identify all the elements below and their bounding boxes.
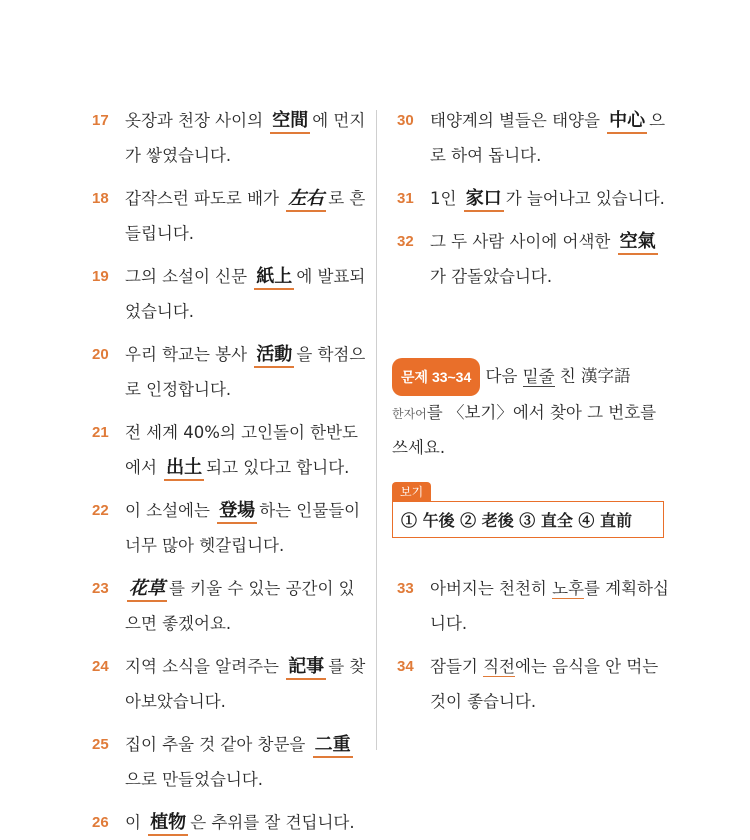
underlined-word: 노후 bbox=[552, 579, 584, 598]
question-number: 26 bbox=[92, 814, 109, 831]
question-text: 집이 추울 것 같아 창문을 bbox=[125, 735, 311, 754]
hanja-word: 左右 bbox=[286, 188, 326, 212]
question-text: 갑작스런 파도로 배가 bbox=[125, 189, 285, 208]
question-text: 1인 bbox=[430, 189, 462, 208]
question-number: 32 bbox=[397, 233, 414, 250]
question-text: 옷장과 천장 사이의 bbox=[125, 111, 269, 130]
question-number: 24 bbox=[92, 658, 109, 675]
hanja-word: 植物 bbox=[148, 812, 188, 836]
question-17 bbox=[92, 103, 368, 173]
question-number: 17 bbox=[92, 112, 109, 129]
question-number: 23 bbox=[92, 580, 109, 597]
question-34 bbox=[397, 649, 672, 719]
instruction-text: 친 bbox=[554, 366, 581, 386]
question-text: 에 발표되었습니다. bbox=[125, 267, 366, 321]
hanja-word: 家口 bbox=[464, 188, 504, 212]
question-number: 30 bbox=[397, 112, 414, 129]
question-text: 하는 인물들이 너무 많아 헷갈립니다. bbox=[125, 501, 361, 555]
section-badge: 문제 33~34 bbox=[392, 358, 480, 396]
question-group-33-34 bbox=[397, 571, 672, 727]
hanja-word: 空氣 bbox=[618, 231, 658, 255]
question-number: 33 bbox=[397, 580, 414, 597]
question-text: 를 키울 수 있는 공간이 있으면 좋겠어요. bbox=[125, 579, 355, 633]
question-text: 아버지는 천천히 bbox=[430, 579, 553, 598]
question-text: 가 늘어나고 있습니다. bbox=[505, 189, 665, 208]
question-26 bbox=[92, 805, 368, 833]
question-text: 은 추위를 잘 견딥니다. bbox=[190, 813, 355, 832]
instruction-reading: 한자어 bbox=[392, 407, 427, 421]
question-20 bbox=[92, 337, 368, 407]
question-18 bbox=[92, 181, 368, 251]
question-number: 19 bbox=[92, 268, 109, 285]
instruction-hanja: 漢字語 bbox=[580, 366, 631, 386]
question-text: 를 찾아보았습니다. bbox=[125, 657, 366, 711]
question-23 bbox=[92, 571, 368, 641]
question-21 bbox=[92, 415, 368, 485]
example-box bbox=[392, 481, 664, 538]
question-text: 에는 음식을 안 먹는 것이 좋습니다. bbox=[430, 657, 659, 711]
hanja-word: 出土 bbox=[164, 457, 204, 481]
question-text: 으로 하여 돕니다. bbox=[430, 111, 666, 165]
question-number: 22 bbox=[92, 502, 109, 519]
question-19 bbox=[92, 259, 368, 329]
hanja-word: 空間 bbox=[270, 110, 310, 134]
question-25 bbox=[92, 727, 368, 797]
hanja-word: 活動 bbox=[254, 344, 294, 368]
hanja-word: 花草 bbox=[127, 578, 167, 602]
question-text: 그의 소설이 신문 bbox=[125, 267, 253, 286]
hanja-word: 紙上 bbox=[254, 266, 294, 290]
underlined-word: 직전 bbox=[483, 657, 515, 676]
question-24 bbox=[92, 649, 368, 719]
question-number: 31 bbox=[397, 190, 414, 207]
question-text: 로 흔들립니다. bbox=[125, 189, 366, 243]
question-text: 이 bbox=[125, 813, 147, 832]
hanja-word: 中心 bbox=[607, 110, 647, 134]
instruction-underlined-word: 밑줄 bbox=[522, 366, 555, 386]
section-instructions bbox=[392, 358, 672, 465]
question-text: 를 계획하십니다. bbox=[430, 579, 669, 633]
question-31 bbox=[397, 181, 669, 216]
instruction-text: 를 〈보기〉에서 찾아 그 번호를 쓰세요. bbox=[392, 403, 657, 457]
hanja-word: 二重 bbox=[313, 734, 353, 758]
question-text: 전 세계 40%의 고인돌이 한반도에서 bbox=[125, 423, 358, 477]
hanja-word: 記事 bbox=[286, 656, 326, 680]
instruction-text: 다음 bbox=[480, 366, 523, 386]
left-column bbox=[92, 103, 368, 833]
hanja-word: 登場 bbox=[217, 500, 257, 524]
question-number: 25 bbox=[92, 736, 109, 753]
question-text: 태양계의 별들은 태양을 bbox=[430, 111, 606, 130]
question-22 bbox=[92, 493, 368, 563]
question-text: 그 두 사람 사이에 어색한 bbox=[430, 232, 616, 251]
question-text: 우리 학교는 봉사 bbox=[125, 345, 253, 364]
question-text: 되고 있다고 합니다. bbox=[206, 458, 350, 477]
question-text: 에 먼지가 쌓였습니다. bbox=[125, 111, 366, 165]
example-box-tab: 보기 bbox=[392, 482, 431, 501]
question-text: 을 학점으로 인정합니다. bbox=[125, 345, 366, 399]
question-30 bbox=[397, 103, 669, 173]
question-text: 지역 소식을 알려주는 bbox=[125, 657, 285, 676]
question-text: 으로 만들었습니다. bbox=[125, 770, 264, 789]
question-33 bbox=[397, 571, 672, 641]
example-options: ① 午後 ② 老後 ③ 直全 ④ 直前 bbox=[392, 501, 664, 538]
question-text: 이 소설에는 bbox=[125, 501, 216, 520]
question-number: 34 bbox=[397, 658, 414, 675]
column-divider bbox=[376, 110, 377, 750]
question-text: 잠들기 bbox=[430, 657, 484, 676]
right-column bbox=[397, 103, 669, 302]
question-number: 21 bbox=[92, 424, 109, 441]
question-text: 가 감돌았습니다. bbox=[430, 267, 553, 286]
question-32 bbox=[397, 224, 669, 294]
question-number: 20 bbox=[92, 346, 109, 363]
question-number: 18 bbox=[92, 190, 109, 207]
